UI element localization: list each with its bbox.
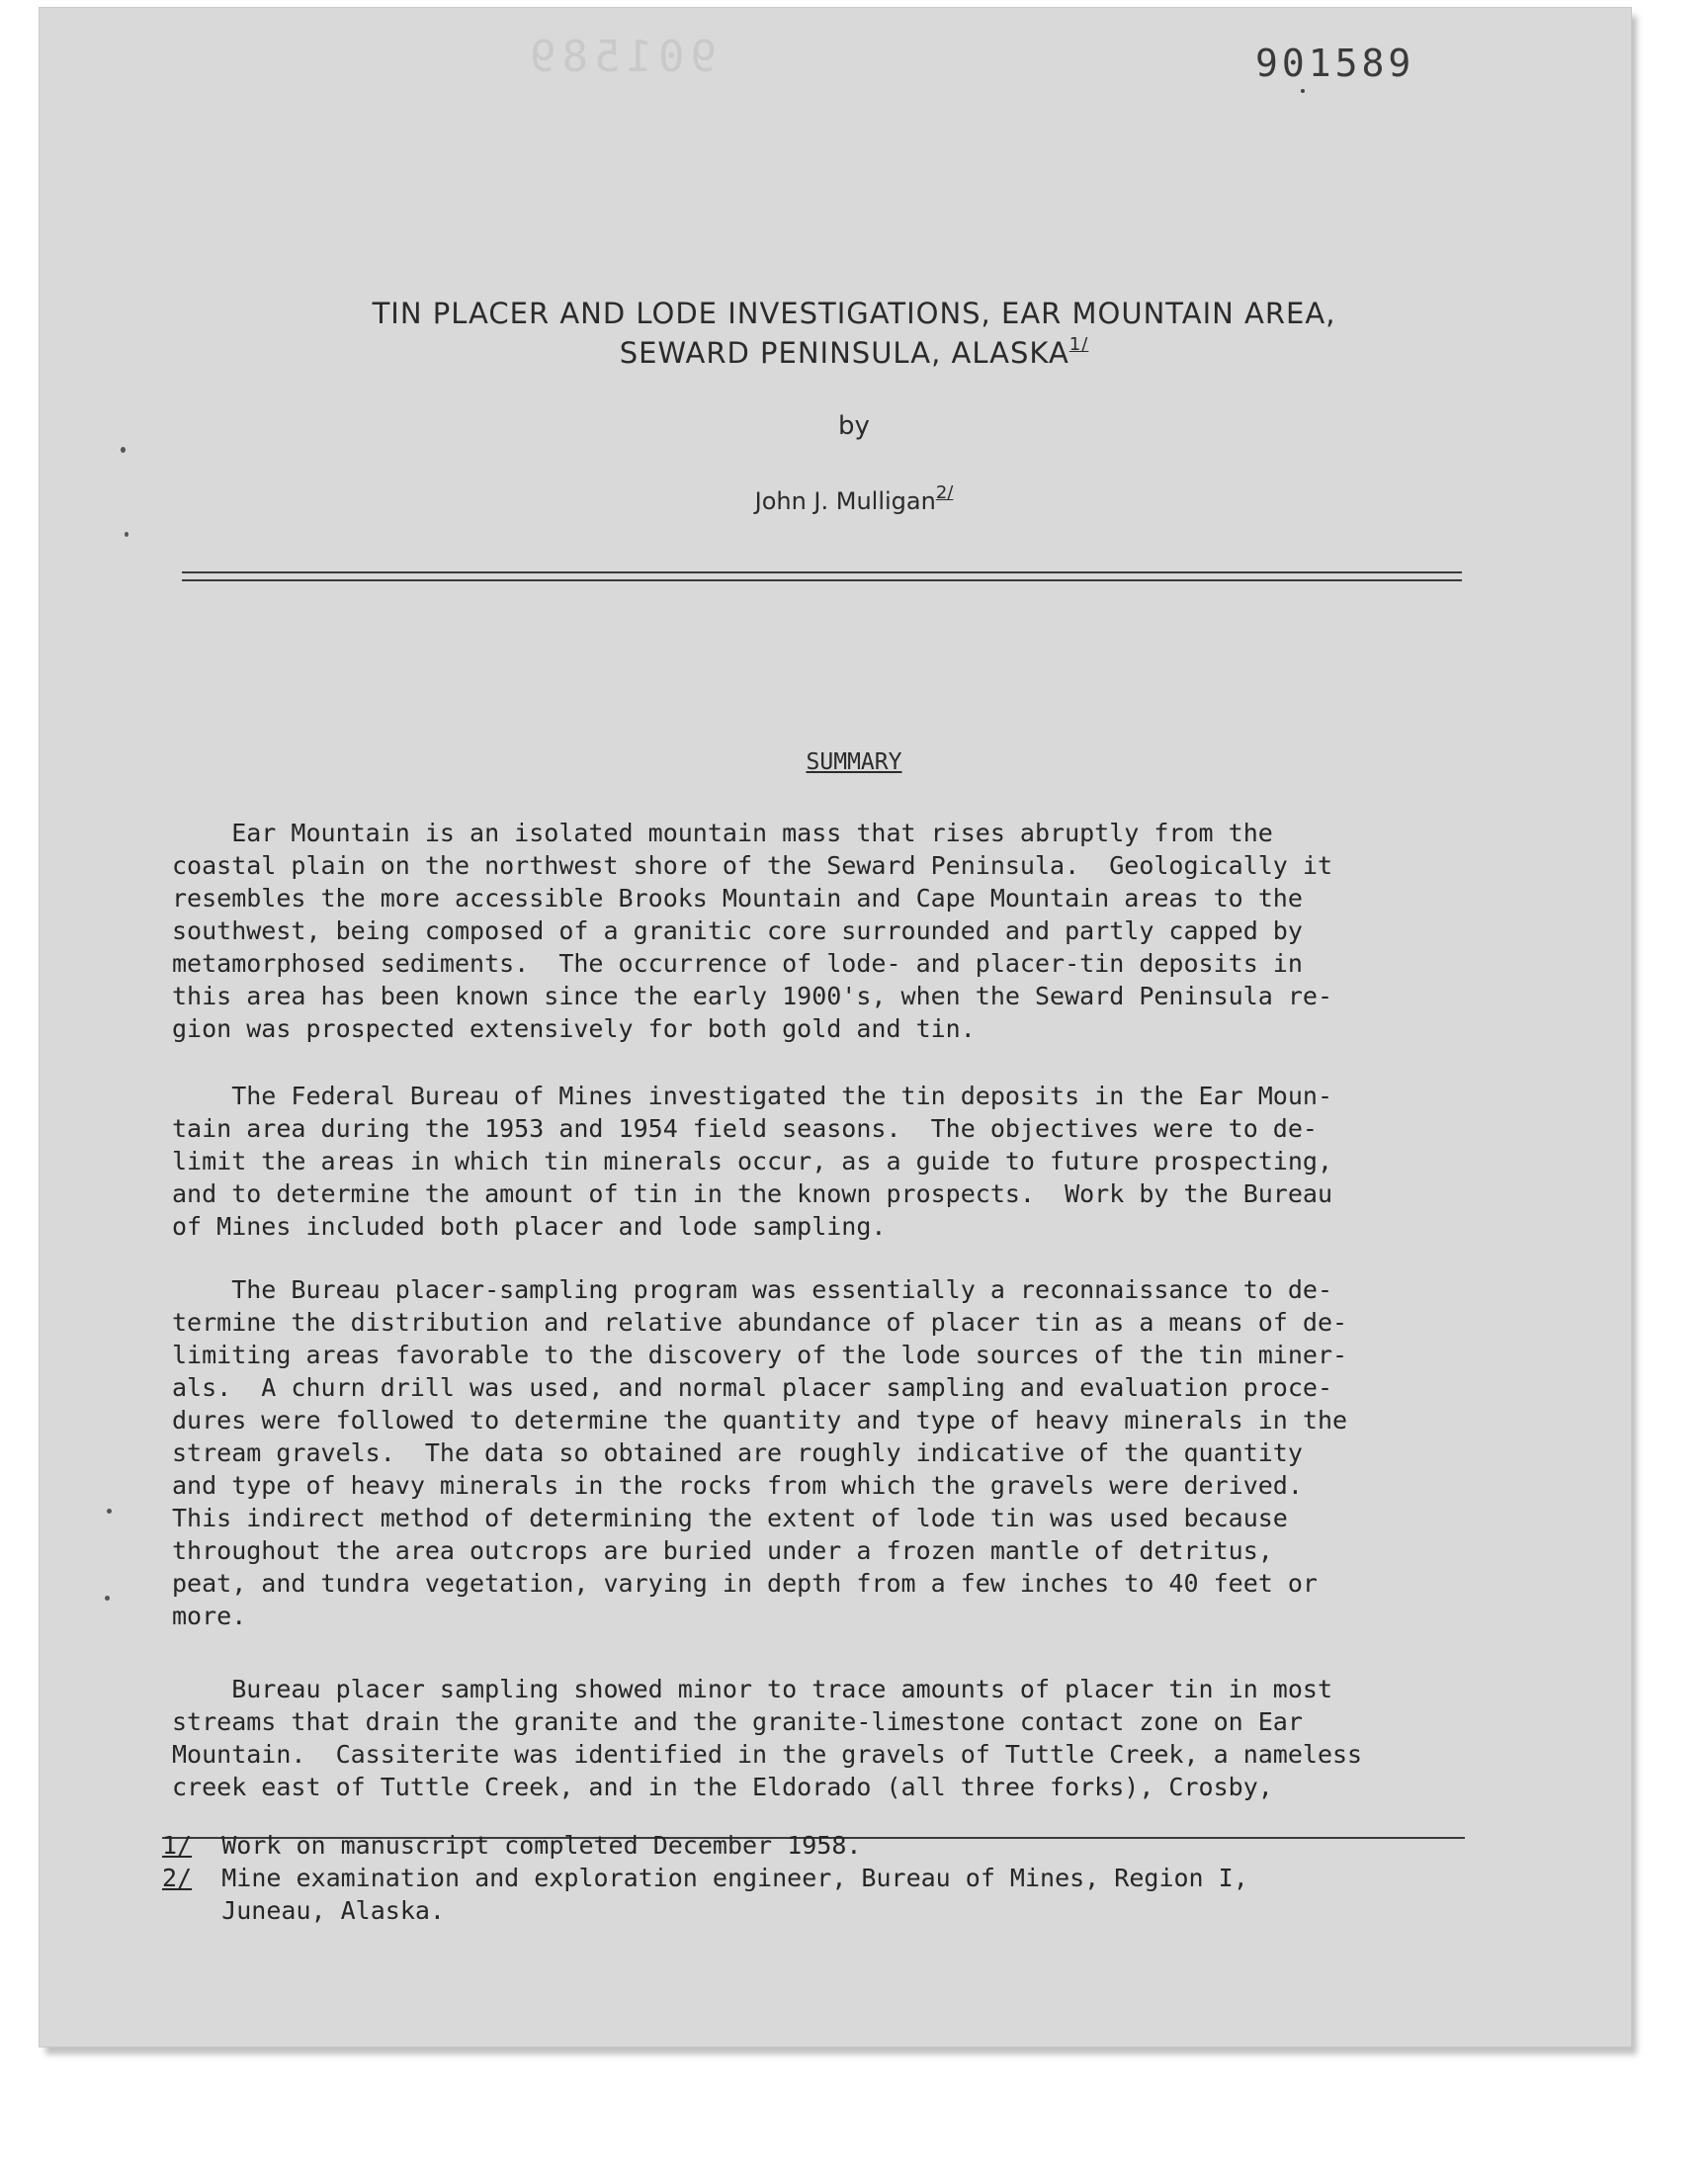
footnote-2 — [162, 1862, 1487, 1927]
footnote-1-text: Work on manuscript completed December 1958. — [192, 1831, 862, 1860]
author-footnote-mark: 2/ — [935, 482, 954, 503]
scan-speck — [107, 1509, 112, 1514]
title-line-2-text: SEWARD PENINSULA, ALASKA — [619, 336, 1069, 370]
author-name: John J. Mulligan — [754, 487, 936, 515]
title-line-2 — [0, 336, 1708, 370]
footnote-1-mark: 1/ — [162, 1831, 193, 1860]
footnote-2-text: Mine examination and exploration engineer, Bureau of Mines, Region I, Juneau, Alaska. — [221, 1864, 1248, 1925]
paragraph-2: The Federal Bureau of Mines investigated the tin deposits in the Ear Moun- tain area during the 1953 and 1954 field seasons. The objectives were to de- limit the areas in which tin minerals occur, as a guide to future prospecting, and to determine the amount of tin in the known prospects. Work by the Bureau of Mines included both placer and lode sampling. — [172, 1082, 1332, 1241]
paragraph-1: Ear Mountain is an isolated mountain mass that rises abruptly from the coastal plain on the northwest shore of the Seward Peninsula. Geologically it resembles the more accessible Brooks Mountain and Cape Mountain areas to the southwest, being composed of a granitic core surrounded and partly capped by metamorphosed sediments. The occurrence of lode- and placer-tin deposits in this area has been known since the early 1900's, when the Seward Peninsula re- gion was prospected extensively for both gold and tin. — [172, 819, 1332, 1043]
scan-speck — [105, 1596, 110, 1601]
bleed-through-document-number: 901589 — [524, 32, 717, 82]
document-number: 901589 — [1255, 42, 1415, 85]
paragraph-4: Bureau placer sampling showed minor to trace amounts of placer tin in most streams that drain the granite and the granite-limestone contact zone on Ear Mountain. Cassiterite was identified in the gravels of Tuttle Creek, a nameless creek east of Tuttle Creek, and in the Eldorado (all three forks), Crosby, — [172, 1675, 1363, 1801]
title-line-1: TIN PLACER AND LODE INVESTIGATIONS, EAR MOUNTAIN AREA, — [372, 297, 1336, 330]
section-heading: SUMMARY — [806, 749, 902, 775]
footnote-2-mark: 2/ — [162, 1864, 193, 1892]
title-rule-lower — [182, 579, 1462, 581]
byline: by — [838, 411, 870, 441]
title-rule-upper — [182, 571, 1462, 573]
scan-speck — [125, 532, 128, 537]
footnote-1 — [162, 1829, 1487, 1862]
scan-speck — [121, 447, 126, 453]
author — [0, 484, 1708, 515]
paragraph-3: The Bureau placer-sampling program was essentially a reconnaissance to de- termine the distribution and relative abundance of placer tin as a means of de- limiting areas favorable to the discovery of the lode sources of the tin miner- als. A churn drill was used, and normal placer sampling and evaluation proce- dures were followed to determine the quantity and type of heavy minerals in the stream gravels. The data so obtained are roughly indicative of the quantity and type of heavy minerals in the rocks from which the gravels were derived. This indirect method of determining the extent of lode tin was used because throughout the area outcrops are buried under a frozen mantle of detritus, peat, and tundra vegetation, varying in depth from a few inches to 40 feet or more. — [172, 1275, 1348, 1630]
title-footnote-mark: 1/ — [1068, 334, 1089, 356]
ink-dot — [1301, 89, 1305, 93]
